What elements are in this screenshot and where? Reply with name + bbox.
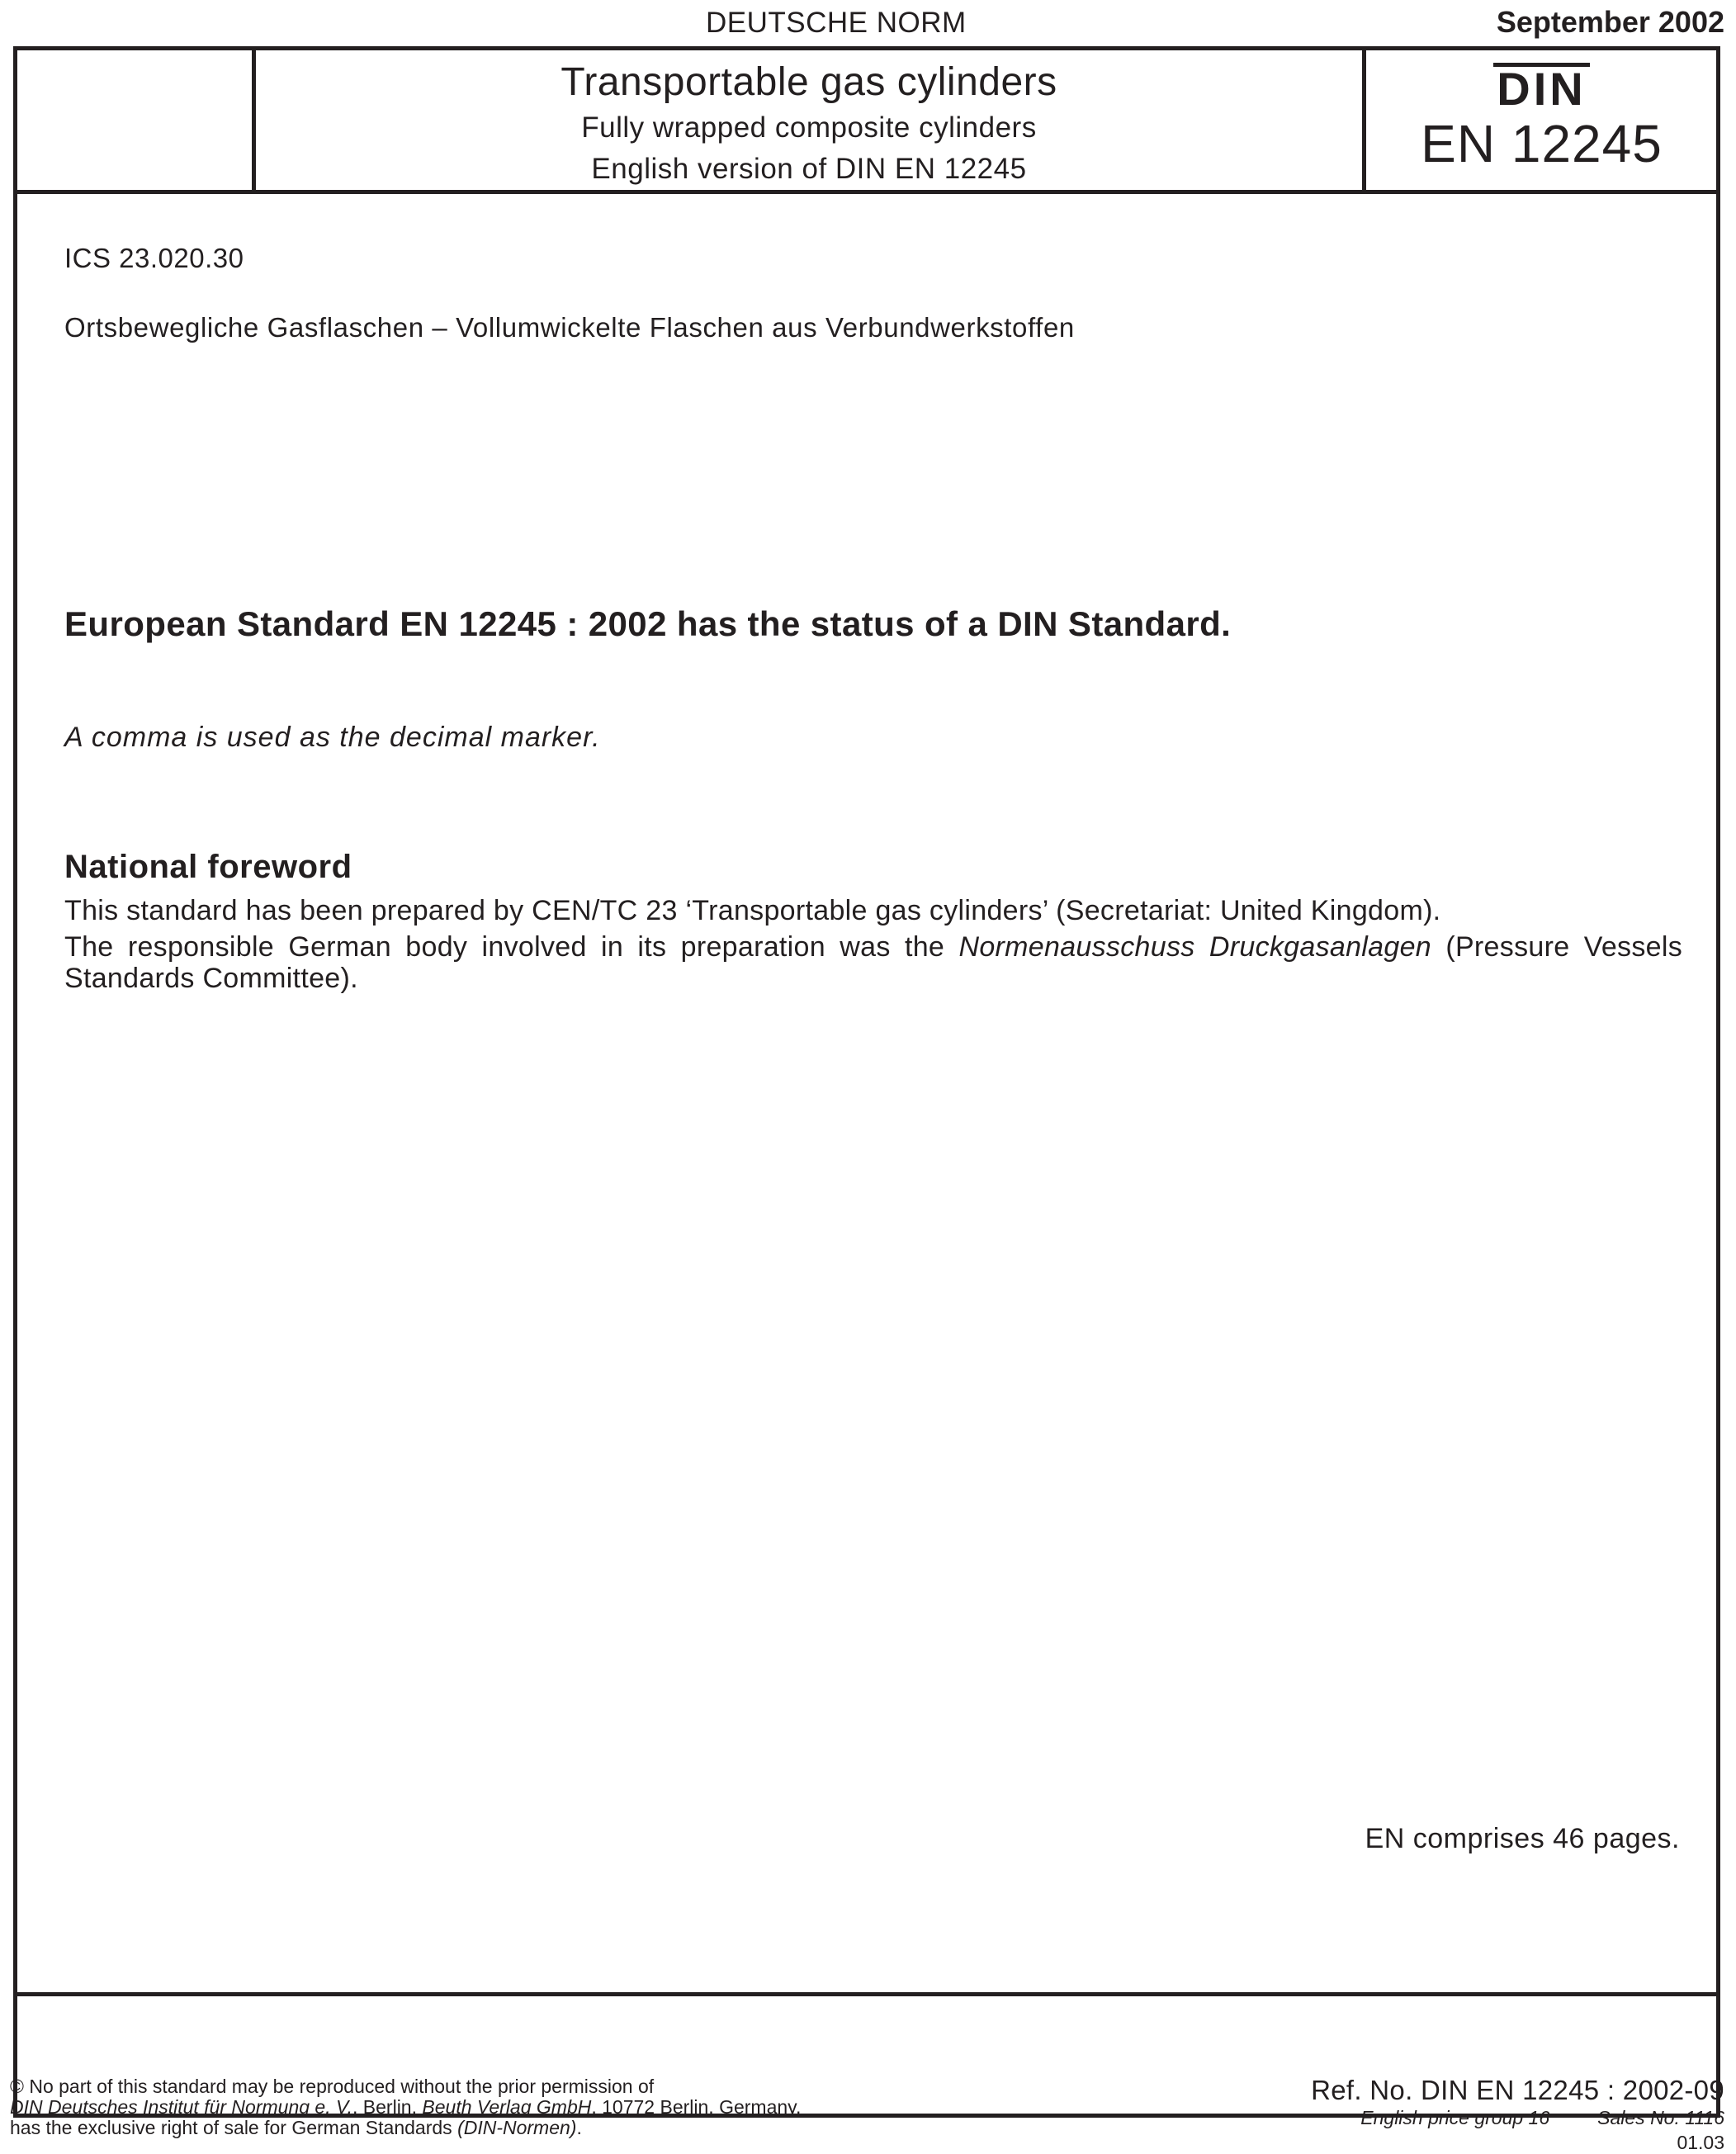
din-block: [1366, 50, 1717, 190]
decimal-marker-note: A comma is used as the decimal marker.: [64, 722, 601, 753]
foreword-p2-text: The responsible German body involved in its preparation was the: [64, 931, 959, 963]
document-subtitle: Fully wrapped composite cylinders: [581, 111, 1037, 144]
reference-number: Ref. No. DIN EN 12245 : 2002-09: [1311, 2075, 1724, 2105]
copyright-notice: [10, 2076, 801, 2138]
publication-date: September 2002: [1496, 5, 1724, 39]
document-title: Transportable gas cylinders: [561, 60, 1057, 104]
copyright-line-2: [10, 2097, 801, 2118]
foreword-heading: National foreword: [64, 849, 352, 885]
document-type-label: DEUTSCHE NORM: [706, 7, 967, 39]
foreword-paragraph-1: This standard has been prepared by CEN/TC 23 ‘Transportable gas cylinders’ (Secretariat: United Kingdom).: [64, 895, 1441, 926]
german-title: Ortsbewegliche Gasflaschen – Vollumwickelte Flaschen aus Verbundwerkstoffen: [64, 312, 1075, 343]
din-normen-label: (DIN-Normen): [457, 2117, 577, 2138]
status-statement: European Standard EN 12245 : 2002 has the status of a DIN Standard.: [64, 604, 1232, 643]
header-divider: [13, 190, 1720, 194]
foreword-body: [64, 895, 1682, 999]
sales-number: Sales No. 1116: [1597, 2107, 1724, 2128]
berlin-text: , Berlin.: [352, 2096, 423, 2118]
standard-number: EN 12245: [1421, 114, 1663, 173]
sale-rights-text: has the exclusive right of sale for German Standards: [10, 2117, 458, 2138]
sale-rights-end: .: [576, 2117, 582, 2138]
date-code: 01.03: [1677, 2132, 1724, 2153]
copyright-line-3: [10, 2118, 801, 2138]
beuth-verlag-name: Beuth Verlag GmbH: [422, 2096, 592, 2118]
price-info: [1360, 2107, 1724, 2129]
document-version: English version of DIN EN 12245: [591, 153, 1027, 185]
foreword-p2-end: (Pressure Vessels Standards Committee).: [64, 931, 1683, 994]
beuth-address: , 10772 Berlin, Germany,: [591, 2096, 802, 2118]
page-count-note: EN comprises 46 pages.: [1365, 1823, 1680, 1854]
page-frame: [13, 46, 1720, 2118]
title-block: [256, 50, 1362, 190]
din-logo: DIN: [1493, 63, 1589, 110]
copyright-line-1: © No part of this standard may be reproduced without the prior permission of: [10, 2076, 655, 2097]
foreword-paragraph-2: [64, 931, 1682, 994]
ics-code: ICS 23.020.30: [64, 243, 244, 273]
price-group: English price group 16: [1360, 2107, 1550, 2128]
din-institute-name: DIN Deutsches Institut für Normung e. V.: [10, 2096, 353, 2118]
committee-german-name: Normenausschuss Druckgasanlagen: [958, 931, 1431, 963]
footer-divider: [13, 1992, 1720, 1996]
